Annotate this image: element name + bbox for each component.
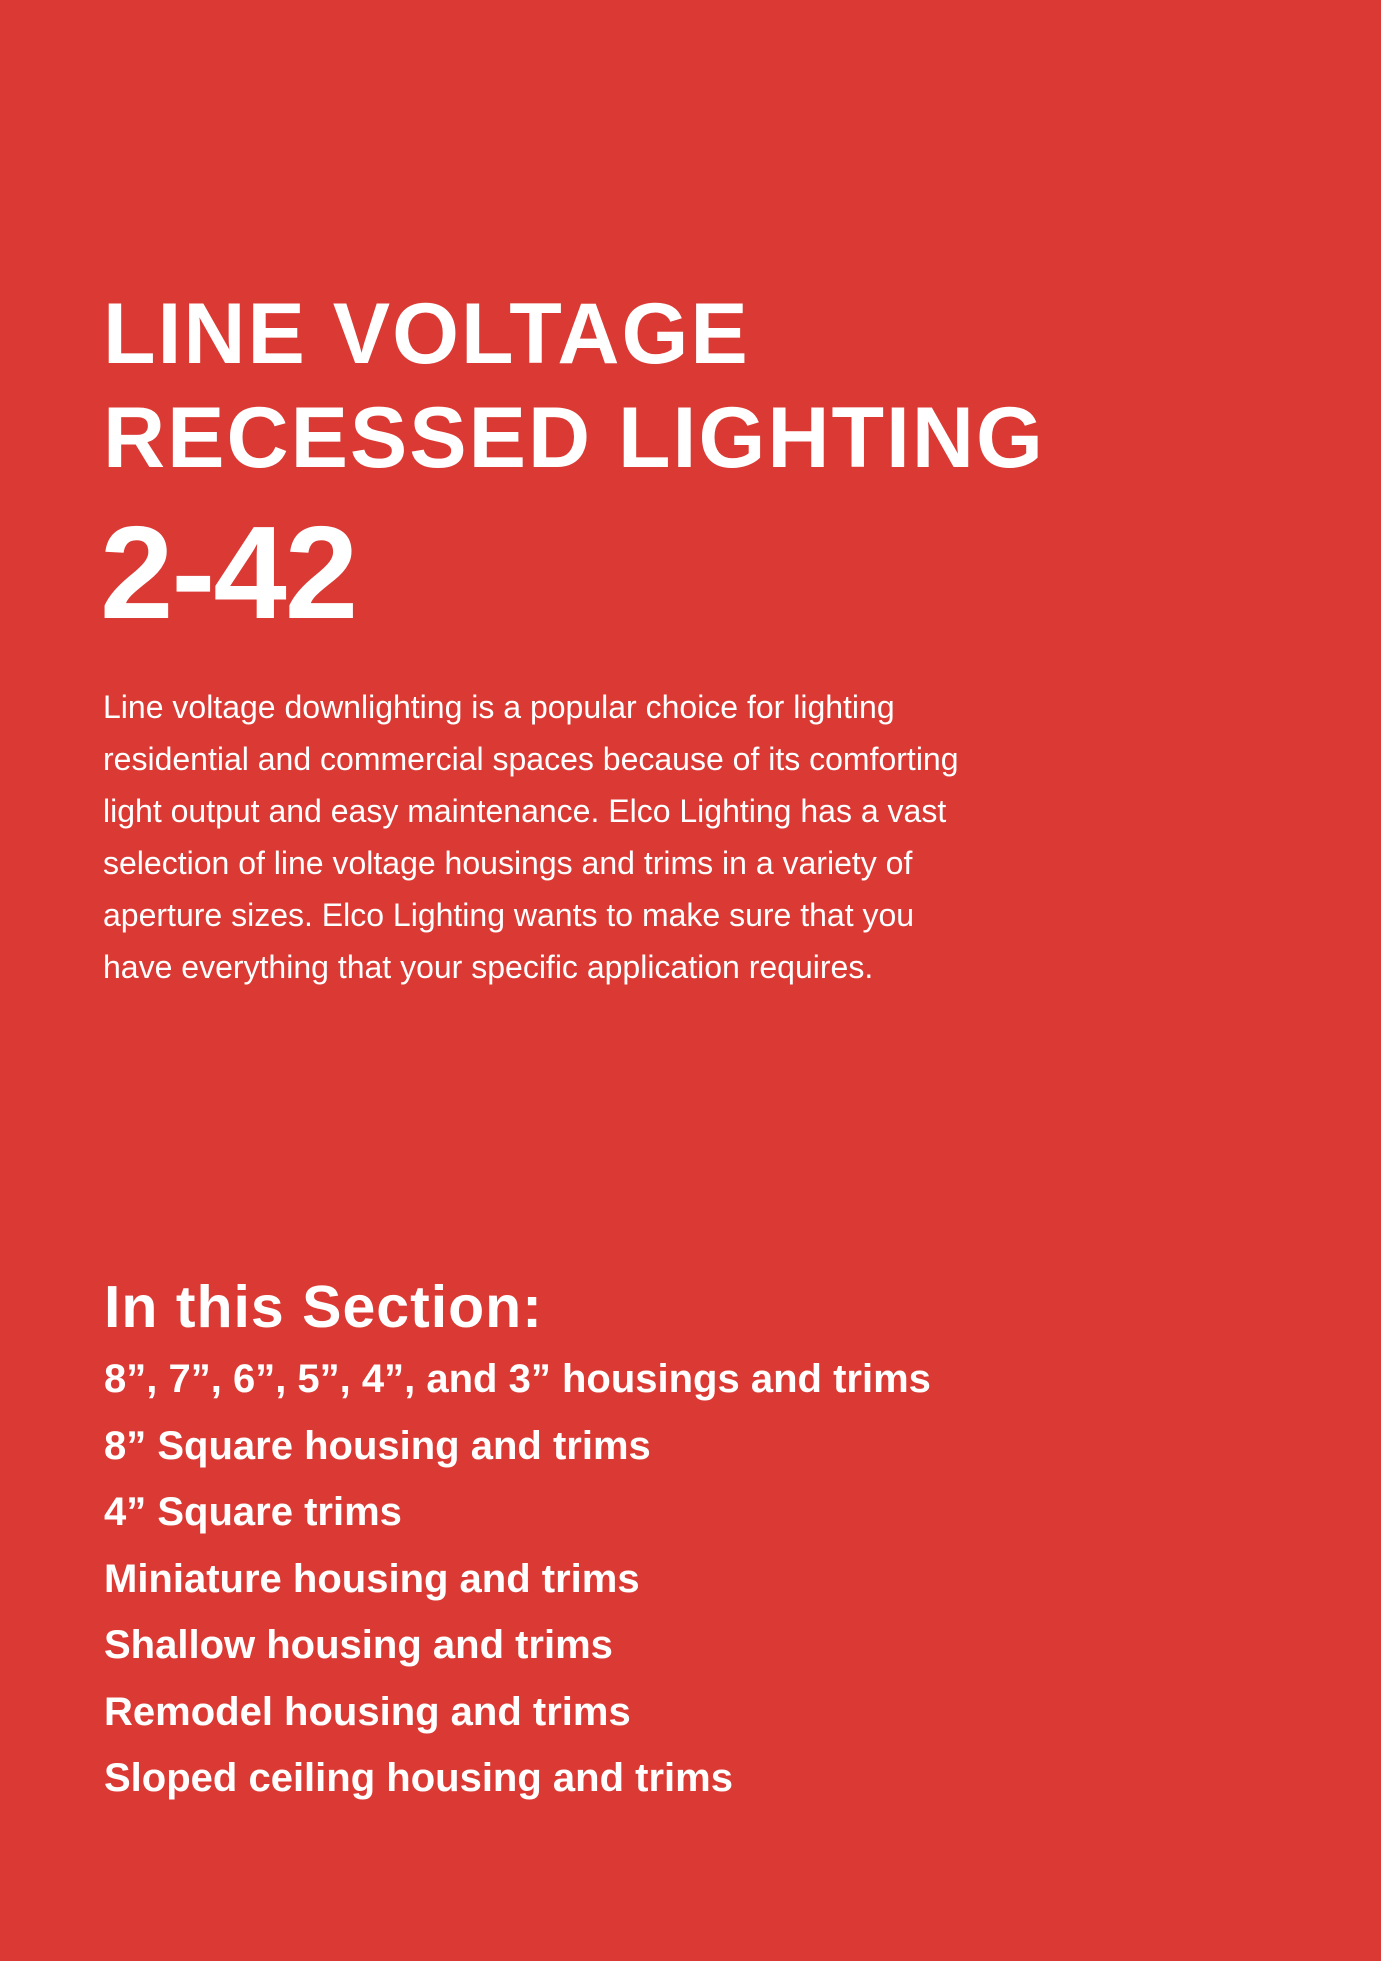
intro-line: have everything that your specific application requires. — [103, 949, 874, 985]
list-item: Shallow housing and trims — [104, 1623, 613, 1667]
title-line-1: LINE VOLTAGE — [103, 286, 750, 382]
page-range: 2-42 — [100, 499, 357, 646]
section-heading: In this Section: — [104, 1274, 543, 1340]
list-item: Sloped ceiling housing and trims — [104, 1756, 733, 1800]
intro-paragraph — [103, 681, 1063, 993]
list-item: Miniature housing and trims — [104, 1556, 640, 1601]
intro-line: aperture sizes. Elco Lighting wants to make sure that you — [103, 897, 915, 933]
list-item: 4” Square trims — [104, 1490, 402, 1534]
section-list — [104, 1346, 931, 1812]
title-line-2: RECESSED LIGHTING — [103, 390, 1045, 486]
list-item: Remodel housing and trims — [104, 1689, 631, 1734]
list-item: 8” Square housing and trims — [104, 1423, 651, 1468]
list-item: 8”, 7”, 6”, 5”, 4”, and 3” housings and trims — [104, 1357, 931, 1401]
intro-line: selection of line voltage housings and trims in a variety of — [103, 845, 913, 881]
page-title — [103, 282, 1283, 490]
intro-line: light output and easy maintenance. Elco Lighting has a vast — [103, 793, 947, 829]
intro-line: Line voltage downlighting is a popular choice for lighting — [103, 689, 895, 725]
intro-line: residential and commercial spaces because of its comforting — [103, 741, 959, 777]
